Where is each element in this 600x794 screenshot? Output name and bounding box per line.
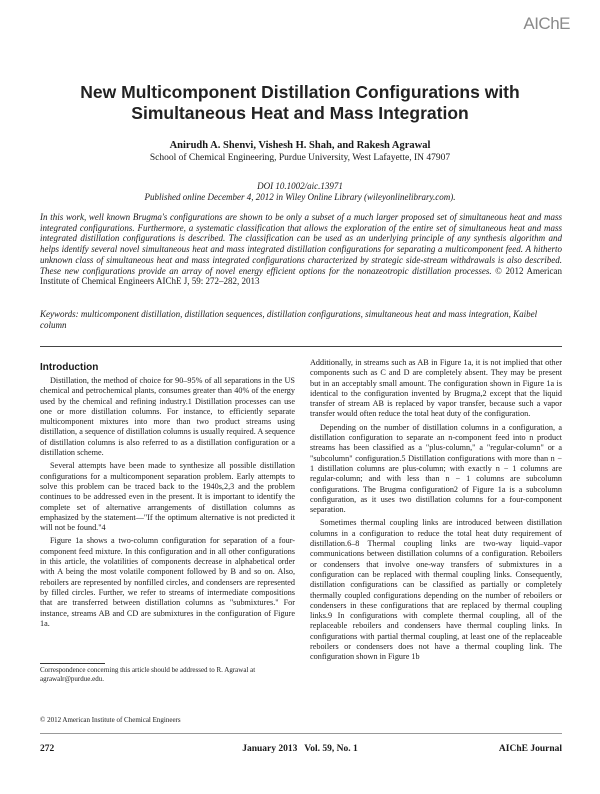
paragraph: Additionally, in streams such as AB in Figure 1a, it is not implied that other components such as C and D are completely absent. They may be present but in an acceptably small amount. The configuration shown in Figure 1a is identical to the configuration invented by Brugma,2 except that the liquid transfer of stream AB is replaced by vapor transfer, because such a vapor transfer would often reduce the total heat duty of the configuration. [310, 358, 562, 419]
title-line-2: Simultaneous Heat and Mass Integration [131, 103, 469, 123]
doi: DOI 10.1002/aic.13971 [257, 181, 343, 191]
author-list: Anirudh A. Shenvi, Vishesh H. Shah, and Rakesh Agrawal [169, 140, 431, 151]
paragraph: Distillation, the method of choice for 90–95% of all separations in the US chemical and petrochemical plants, consumes greater than 40% of the energy used by the chemical and refining industry.1 Distillation processes can use one or more distillation columns. For instance, to efficiently separate multicomponent mixtures into more than two product streams using distillation, a sequence of distillation columns is usually required. A sequence of distillation columns is also referred to as a distillation configuration or a distillation scheme. [40, 376, 295, 458]
paragraph: Several attempts have been made to synthesize all possible distillation configurations for a multicomponent separation problem. Early attempts to solve this problem can be traced back to the 1940s,2,3 and the problem continues to be addressed even in the present. It is important to identify the complete set of alternative arrangements of distillation columns as emphasized by the statement—"If the optimum alternative is not predicted it will not be found."4 [40, 461, 295, 533]
footnote-divider [40, 663, 105, 664]
title-line-1: New Multicomponent Distillation Configurations with [80, 82, 520, 102]
copyright-notice: © 2012 American Institute of Chemical Engineers [40, 716, 181, 724]
column-right [310, 358, 562, 778]
column-left [40, 376, 295, 656]
paragraph: Figure 1a shows a two-column configuration for separation of a four-component feed mixture. In this configuration and in all other configurations in this article, the volatilities of components decrease in alphabetical order with A being the most volatile component followed by B and so on. Also, reboilers are represented by nonfilled circles, and condensers are represented by filled circles. Further, we refer to streams of intermediate compositions that are transferred between distillation columns as "submixtures." For instance, streams AB and CD are submixtures in the configuration of Figure 1a. [40, 536, 295, 628]
abstract-copyright: © 2012 American Institute of Chemical Engineers AIChE J, 59: 272–282, 2013 [40, 265, 562, 287]
keywords: Keywords: multicomponent distillation, distillation sequences, distillation configurations, simultaneous heat and mass integration, Kaibel column [40, 309, 538, 330]
correspondence-footnote: Correspondence concerning this article should be addressed to R. Agrawal at agrawalr@purdue.edu. [40, 666, 256, 683]
paper-title [40, 82, 560, 124]
affiliation: School of Chemical Engineering, Purdue University, West Lafayette, IN 47907 [149, 153, 451, 163]
publication-info: Published online December 4, 2012 in Wiley Online Library (wileyonlinelibrary.com). [144, 192, 456, 202]
abstract-body: In this work, well known Brugma's configurations are shown to be only a subset of a much larger proposed set of simultaneous heat and mass integrated configurations. Furthermore, a systematic classification that allows the exploration of the entire set of simultaneous heat and mass integrated distillation configurations is described. The classification can be used as an underlying principle of any synthesis algorithm and helps identify several novel simultaneous heat and mass integrated distillation configurations for separating a multicomponent feed. A hitherto unknown class of simultaneous heat and mass integrated configurations characterized by strategic side-stream withdrawals is also described. These new configurations provide an array of novel energy efficient options for the nonazeotropic distillation processes. [40, 212, 562, 276]
issue-info: January 2013 Vol. 59, No. 1 [242, 744, 358, 754]
section-heading-introduction: Introduction [40, 362, 99, 373]
paragraph: Depending on the number of distillation columns in a configuration, a distillation configuration to separate an n-component feed into n product streams has been classified as a "plus-column," a "regular-column" or a "subcolumn" configuration.5 Distillation configurations with more than n − 1 distillation columns are plus-column; with exactly n − 1 columns are regular-column; and with less than n − 1 columns are subcolumn configurations. The Brugma configuration2 of Figure 1a is a subcolumn configuration, as it uses two distillation columns for a four-component separation. [310, 422, 562, 515]
journal-tag: AIChE [523, 14, 570, 33]
footer-divider [40, 733, 562, 734]
abstract [40, 212, 562, 287]
header-divider [40, 346, 562, 347]
journal-name: AIChE Journal [498, 744, 562, 754]
paragraph: Sometimes thermal coupling links are introduced between distillation columns in a configuration to reduce the total heat duty requirement of distillation.6–8 Thermal coupling links are two-way liquid–vapor communications between distillation columns of a configuration. Reboilers or condensers that involve one-way transfers of submixtures in a configuration can be replaced with thermal coupling links. Consequently, distillation configurations can be classified as partially or completely thermally coupled configurations depending on the number of reboilers or condensers in these configurations that are replaced by thermal coupling links.9 In configurations with complete thermal coupling, all of the replaceable reboilers and condensers have thermal coupling links. In configurations with partial thermal coupling, at least one of the replaceable reboilers or condensers does not have a thermal coupling link. The configuration shown in Figure 1b [310, 518, 562, 662]
page-number: 272 [40, 744, 55, 754]
